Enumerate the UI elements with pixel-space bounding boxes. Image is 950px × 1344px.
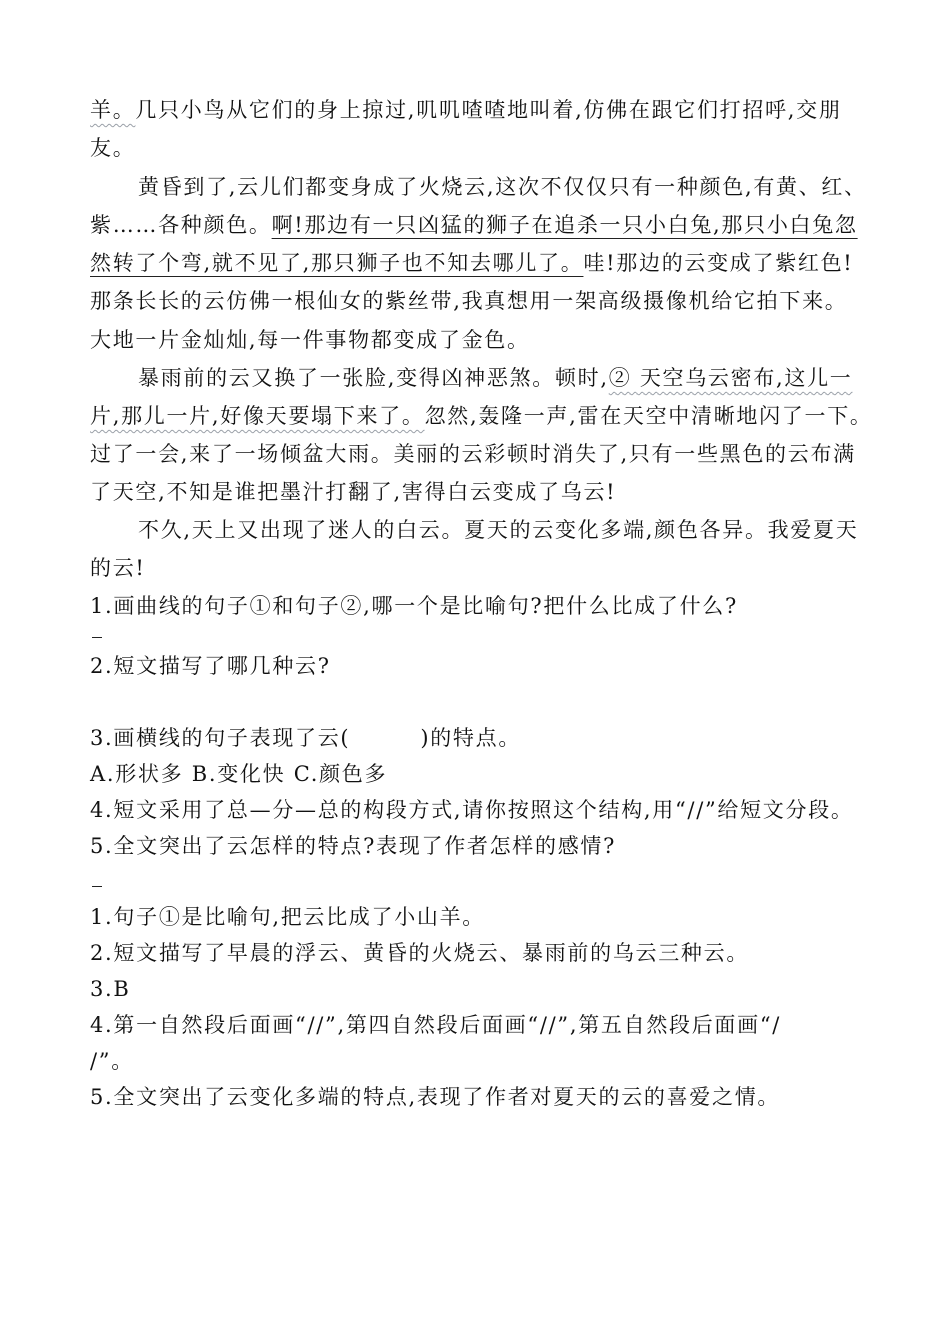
answer-4-line2: /”。	[90, 1049, 134, 1073]
wavy-underlined-text: 片,那儿一片,好像天要塌下来了。	[90, 404, 425, 428]
answer-5: 5.全文突出了云变化多端的特点,表现了作者对夏天的云的喜爱之情。	[90, 1085, 781, 1109]
question-2: 2.短文描写了哪几种云?	[90, 654, 331, 678]
answer-3: 3.B	[90, 977, 131, 1001]
passage-p2-line2: 紫……各种颜色。啊!那边有一只凶猛的狮子在追杀一只小白兔,那只小白兔忽	[90, 213, 858, 237]
passage-p4-line1: 不久,天上又出现了迷人的白云。夏天的云变化多端,颜色各异。我爱夏天	[138, 518, 859, 542]
answer-1: 1.句子①是比喻句,把云比成了小山羊。	[90, 905, 486, 929]
question-3: 3.画横线的句子表现了云( )的特点。	[90, 726, 522, 750]
passage-p3-line3: 过了一会,来了一场倾盆大雨。美丽的云彩顿时消失了,只有一些黑色的云布满	[90, 442, 856, 466]
answer-4-line1: 4.第一自然段后面画“//”,第四自然段后面画“//”,第五自然段后面画“/	[90, 1013, 782, 1037]
passage-p3-line1: 暴雨前的云又换了一张脸,变得凶神恶煞。顿时,② 天空乌云密布,这儿一	[138, 366, 853, 390]
passage-p4-line2: 的云!	[90, 556, 146, 580]
passage-p2-line5: 大地一片金灿灿,每一件事物都变成了金色。	[90, 328, 530, 352]
passage-p2-line1: 黄昏到了,云儿们都变身成了火烧云,这次不仅仅只有一种颜色,有黄、红、	[138, 175, 867, 199]
passage-p1-line2: 友。	[90, 136, 136, 160]
answer-2: 2.短文描写了早晨的浮云、黄昏的火烧云、暴雨前的乌云三种云。	[90, 941, 750, 965]
straight-underlined-text: 啊!那边有一只凶猛的狮子在追杀一只小白兔,那只小白兔忽	[271, 213, 858, 237]
passage-p2-line3: 然转了个弯,就不见了,那只狮子也不知去哪儿了。哇!那边的云变成了紫红色!	[90, 251, 854, 275]
question-4: 4.短文采用了总—分—总的构段方式,请你按照这个结构,用“//”给短文分段。	[90, 798, 854, 822]
passage-p3-line2: 片,那儿一片,好像天要塌下来了。忽然,轰隆一声,雷在天空中清晰地闪了一下。	[90, 404, 873, 428]
passage-p2-line4: 那条长长的云仿佛一根仙女的紫丝带,我真想用一架高级摄像机给它拍下来。	[90, 289, 848, 313]
question-5: 5.全文突出了云怎样的特点?表现了作者怎样的感情?	[90, 834, 617, 858]
passage-p1-line1: 羊。几只小鸟从它们的身上掠过,叽叽喳喳地叫着,仿佛在跟它们打招呼,交朋	[90, 98, 842, 122]
question-3-options: A.形状多 B.变化快 C.颜色多	[90, 762, 388, 786]
straight-underlined-text: 然转了个弯,就不见了,那只狮子也不知去哪儿了。	[90, 251, 584, 275]
wavy-underlined-text: ② 天空乌云密布,这儿一	[608, 366, 853, 390]
question-1: 1.画曲线的句子①和句子②,哪一个是比喻句?把什么比成了什么?	[90, 594, 738, 618]
answer-blank-line	[92, 637, 102, 638]
wavy-underlined-text: 羊。	[90, 98, 136, 122]
answer-blank-line	[92, 886, 102, 887]
passage-p3-line4: 了天空,不知是谁把墨汁打翻了,害得白云变成了乌云!	[90, 480, 617, 504]
